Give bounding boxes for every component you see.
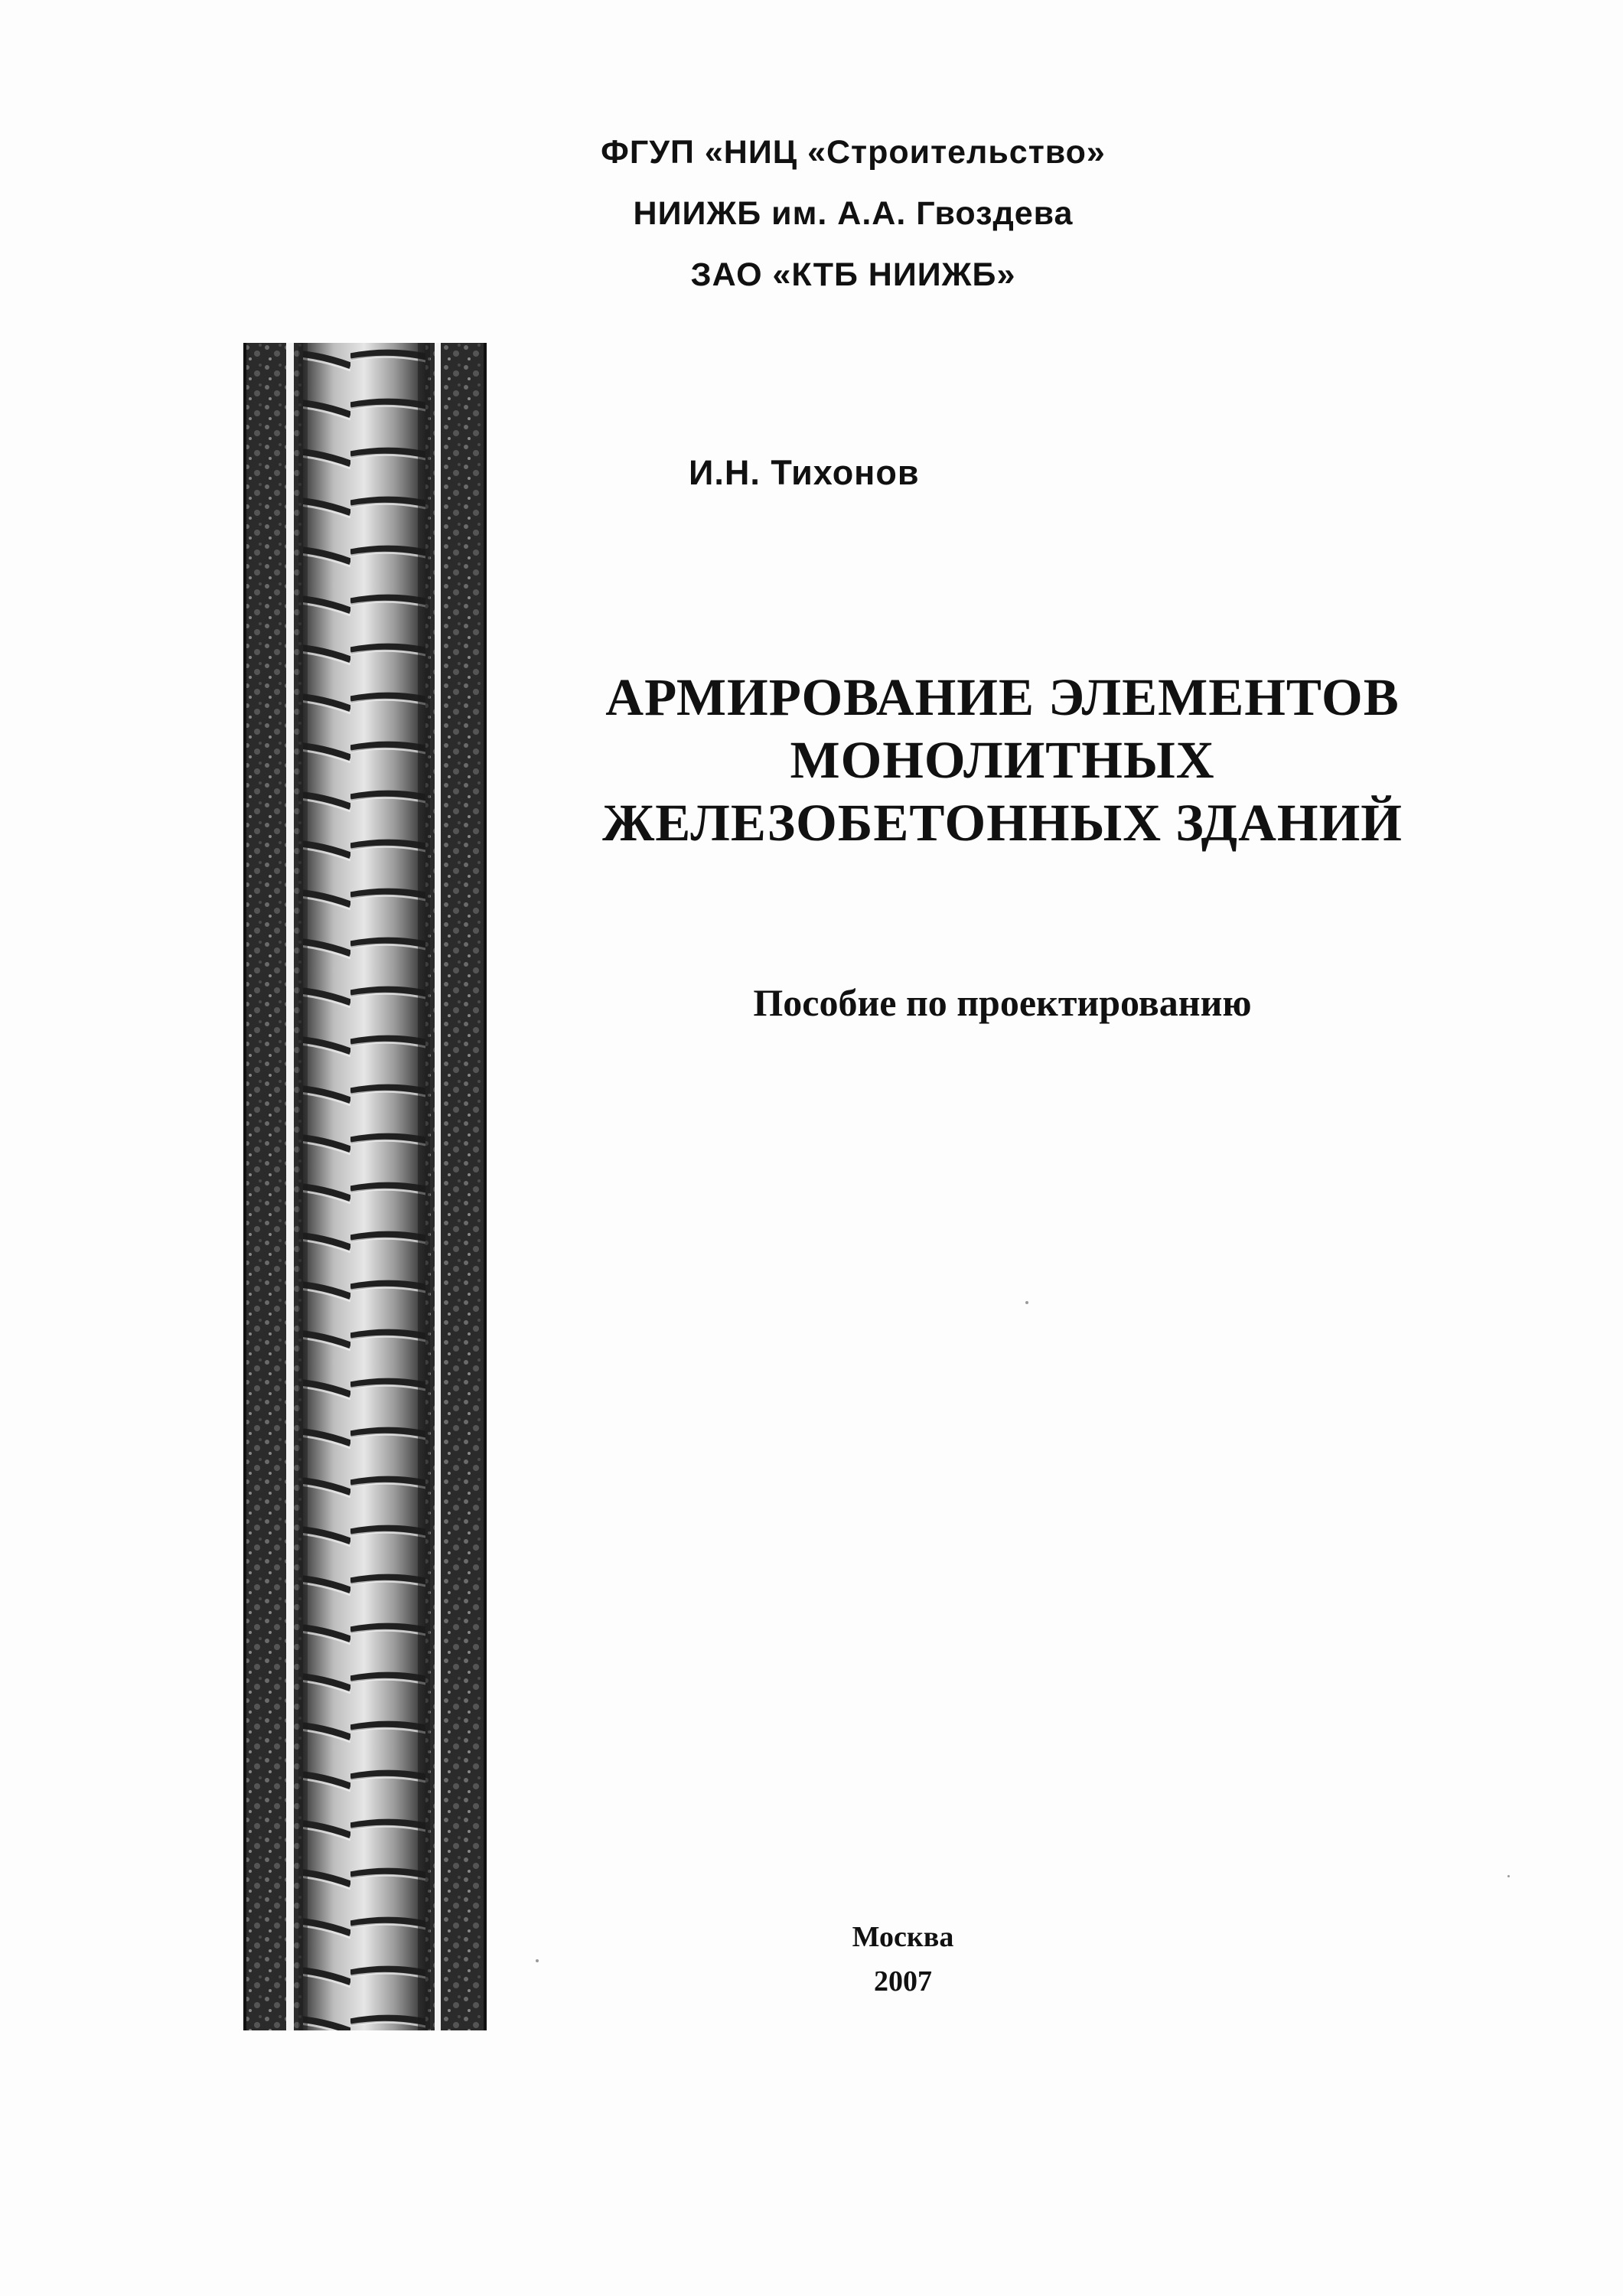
imprint-year: 2007 xyxy=(874,1965,932,1998)
scan-speck xyxy=(536,1959,539,1962)
publisher-line-1: ФГУП «НИЦ «Строительство» xyxy=(601,134,1106,171)
publisher-line-3: ЗАО «КТБ НИИЖБ» xyxy=(690,256,1016,293)
title-line-2: МОНОЛИТНЫХ xyxy=(790,731,1215,789)
imprint-city: Москва xyxy=(852,1921,954,1953)
title-line-3: ЖЕЛЕЗОБЕТОННЫХ ЗДАНИЙ xyxy=(602,794,1403,852)
book-subtitle: Пособие по проектированию xyxy=(753,981,1252,1024)
title-line-1: АРМИРОВАНИЕ ЭЛЕМЕНТОВ xyxy=(605,668,1400,726)
author-name: И.Н. Тихонов xyxy=(689,453,920,492)
book-title xyxy=(528,666,1477,854)
scan-speck xyxy=(1507,1875,1510,1877)
scan-speck xyxy=(1025,1301,1028,1304)
rebar-photo-icon xyxy=(243,343,487,2030)
publisher-line-2: НИИЖБ им. А.А. Гвоздева xyxy=(633,195,1074,232)
